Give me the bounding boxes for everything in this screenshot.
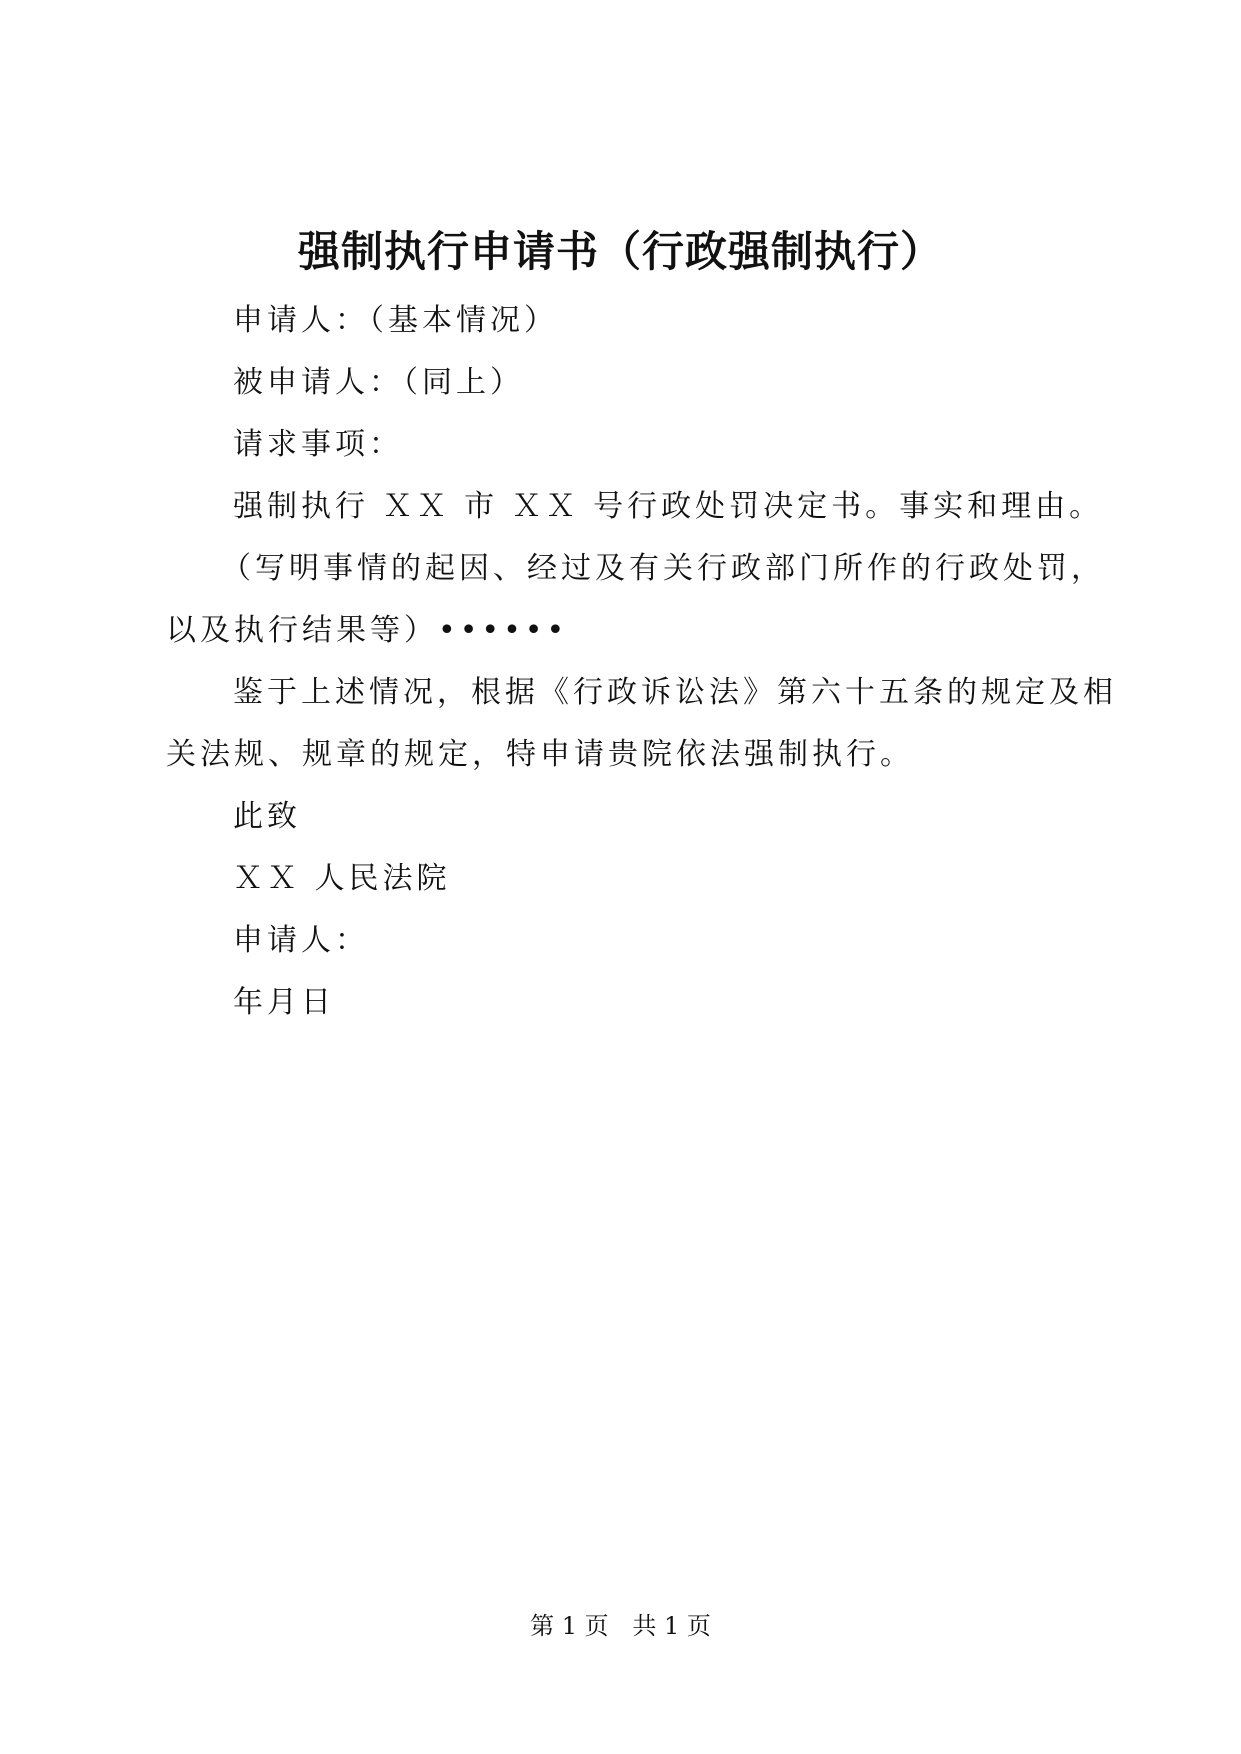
facts-line-2: 以及执行结果等）•••••• (166, 613, 569, 648)
document-body (166, 290, 1117, 1034)
facts-line-1: （写明事情的起因、经过及有关行政部门所作的行政处罚， (221, 551, 1105, 586)
basis-line-2: 关法规、规章的规定，特申请贵院依法强制执行。 (166, 737, 914, 772)
salutation: 此致 (233, 799, 301, 834)
page-total: 共 1 页 (632, 1612, 711, 1640)
document-title: 强制执行申请书（行政强制执行） (297, 227, 943, 276)
applicant-signature: 申请人： (233, 923, 369, 958)
request-content: 强制执行 ＸＸ 市 ＸＸ 号行政处罚决定书。事实和理由。 (233, 489, 1104, 524)
request-heading: 请求事项： (233, 427, 403, 462)
date-line: 年月日 (233, 985, 335, 1020)
basis-line-1: 鉴于上述情况，根据《行政诉讼法》第六十五条的规定及相 (233, 675, 1117, 710)
page-footer (0, 1606, 1241, 1646)
respondent-line: 被申请人：（同上） (233, 365, 524, 400)
court-name: ＸＸ 人民法院 (233, 861, 451, 896)
applicant-line: 申请人：（基本情况） (233, 303, 558, 338)
page-number: 第 1 页 (530, 1612, 609, 1640)
